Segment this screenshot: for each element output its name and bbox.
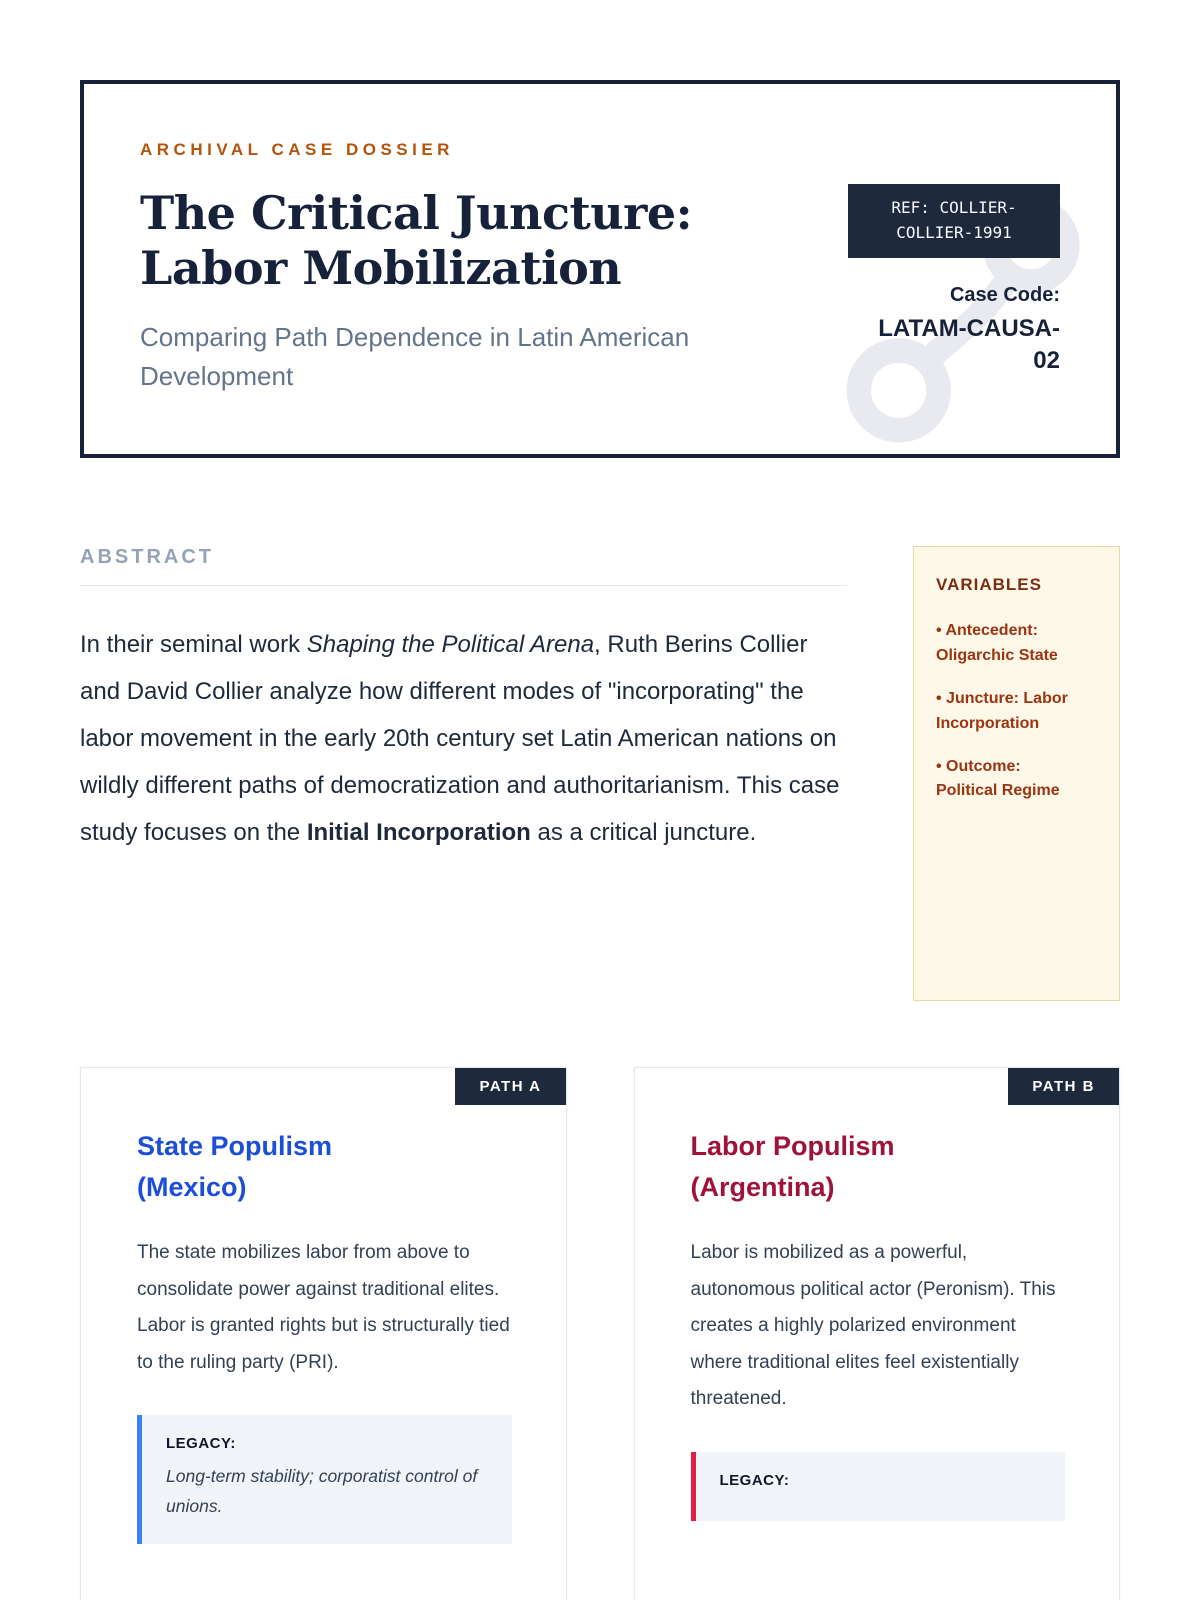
path-b-legacy-label: LEGACY: (719, 1471, 790, 1489)
path-a-legacy-box (137, 1415, 512, 1544)
path-a-badge: PATH A (455, 1068, 565, 1105)
variables-panel (913, 546, 1120, 1001)
abstract-lead: In their seminal work (80, 631, 307, 659)
path-a-legacy-text: Long-term stability; corporatist control of unions. (166, 1466, 478, 1516)
path-b-legacy-box (691, 1452, 1066, 1521)
abstract-key-phrase: Initial Incorporation (306, 818, 531, 846)
case-code-label: Case Code: (949, 283, 1060, 306)
abstract-paragraph (80, 622, 847, 856)
abstract-variables-row (80, 546, 1120, 1001)
page-subtitle: Comparing Path Dependence in Latin American Development (140, 322, 690, 392)
path-b-badge: PATH B (1008, 1068, 1119, 1105)
reference-badge: REF: COLLIER-COLLIER-1991 (848, 184, 1060, 258)
path-b-title: Labor Populism (Argentina) (690, 1131, 895, 1202)
variable-outcome: • Outcome: Political Regime (936, 757, 1060, 800)
page-title: The Critical Juncture: Labor Mobilization (140, 186, 693, 296)
path-b-card (634, 1067, 1121, 1600)
variables-list (936, 619, 1097, 804)
abstract-book-title: Shaping the Political Arena (306, 631, 595, 659)
case-code-value: LATAM-CAUSA-02 (878, 314, 1060, 374)
variables-heading: VARIABLES (936, 575, 1042, 595)
header-text-block (140, 140, 780, 396)
variable-juncture: • Juncture: Labor Incorporation (936, 689, 1068, 732)
abstract-heading: ABSTRACT (80, 546, 847, 586)
path-a-description: The state mobilizes labor from above to consolidate power against traditional elites. Labor is granted rights but is structurally tied to the ruling party (PRI). (137, 1242, 510, 1373)
path-b-description: Labor is mobilized as a powerful, autonomous political actor (Peronism). This creates a highly polarized environment where traditional elites feel existentially threatened. (690, 1242, 1056, 1410)
header-meta-block (848, 140, 1060, 396)
path-a-legacy-label: LEGACY: (166, 1435, 236, 1453)
dossier-kicker: ARCHIVAL CASE DOSSIER (140, 140, 454, 159)
abstract-mid: , Ruth Berins Collier and David Collier analyze how different modes of "incorporating" the labor movement in the early 20th century set Latin American nations on wildly different paths of democratization and authoritarianism. This case study focuses on the (80, 631, 840, 846)
abstract-tail: as a critical juncture. (530, 818, 757, 846)
path-a-title: State Populism (Mexico) (137, 1131, 333, 1202)
abstract-section (80, 546, 847, 1001)
header-card (80, 80, 1120, 458)
case-code (848, 284, 1060, 378)
paths-comparison-row (80, 1067, 1120, 1600)
path-a-card (80, 1067, 567, 1600)
variable-antecedent: • Antecedent: Oligarchic State (936, 622, 1058, 665)
